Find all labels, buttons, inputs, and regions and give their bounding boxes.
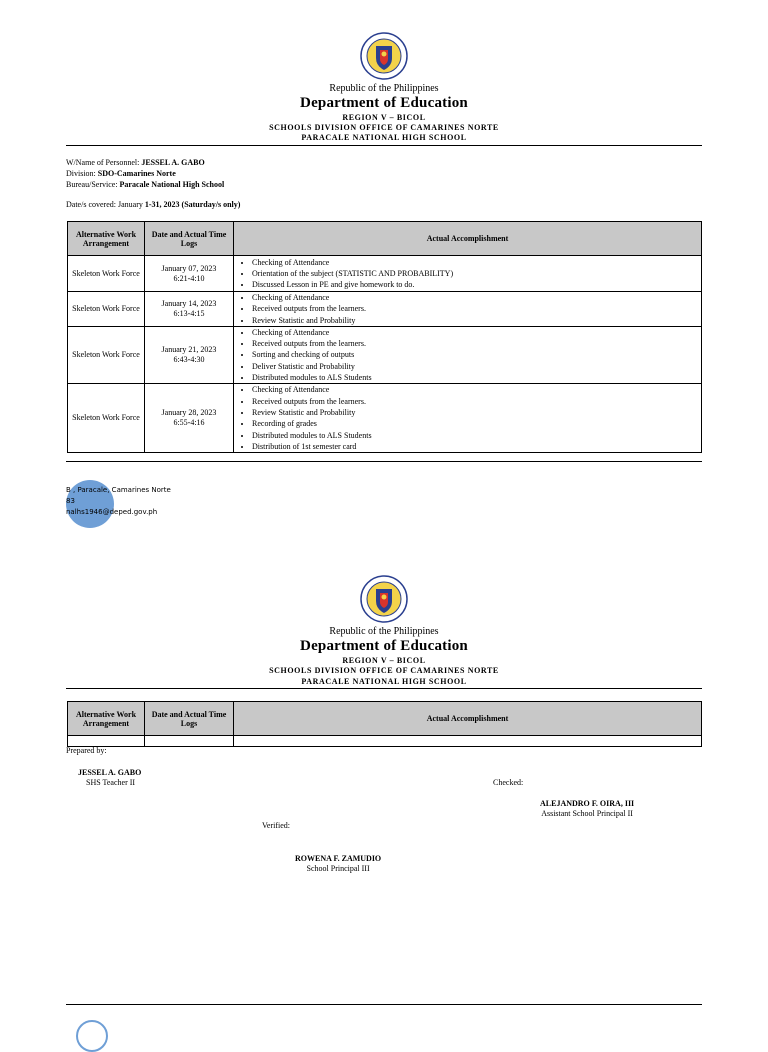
department-title: Department of Education bbox=[300, 95, 468, 111]
table-row bbox=[68, 736, 702, 747]
list-item: • Deliver Statistic and Probability bbox=[252, 361, 697, 372]
date-cell bbox=[145, 326, 234, 383]
dates-label: Date/s covered: January bbox=[66, 200, 143, 209]
list-item: • Received outputs from the learners. bbox=[252, 303, 697, 314]
deped-seal-icon bbox=[360, 575, 408, 623]
table-row bbox=[68, 384, 702, 453]
republic-text: Republic of the Philippines bbox=[329, 626, 439, 637]
list-item: • Distribution of 1st semester card bbox=[252, 441, 697, 452]
accomplishment-table bbox=[67, 221, 702, 453]
prepared-title: SHS Teacher II bbox=[86, 778, 136, 787]
list-item: • Received outputs from the learners. bbox=[252, 338, 697, 349]
list-item: • Received outputs from the learners. bbox=[252, 396, 697, 407]
list-item: • Distributed modules to ALS Students bbox=[252, 430, 697, 441]
accomplishment-cell bbox=[234, 292, 702, 327]
list-item: • Checking of Attendance bbox=[252, 292, 697, 303]
personnel-info bbox=[66, 157, 224, 190]
header-arrangement: Alternative Work Arrangement bbox=[68, 222, 145, 256]
arrangement-cell: Skeleton Work Force bbox=[68, 326, 145, 383]
checked-block bbox=[540, 799, 634, 819]
time-text: 6:21-4:10 bbox=[173, 273, 205, 283]
date-cell bbox=[145, 384, 234, 453]
header-date: Date and Actual Time Logs bbox=[145, 222, 234, 256]
division-label: Division: bbox=[66, 169, 96, 178]
verified-block bbox=[295, 854, 381, 874]
arrangement-cell: Skeleton Work Force bbox=[68, 292, 145, 327]
header-rule bbox=[66, 688, 702, 689]
list-item: • Sorting and checking of outputs bbox=[252, 349, 697, 360]
date-text: January 14, 2023 bbox=[161, 298, 217, 308]
verified-name: ROWENA F. ZAMUDIO bbox=[295, 854, 382, 863]
table-row bbox=[68, 256, 702, 292]
empty-cell bbox=[234, 736, 702, 747]
list-item: • Checking of Attendance bbox=[252, 327, 697, 338]
header-arrangement: Alternative Work Arrangement bbox=[68, 702, 145, 736]
dates-value: 1-31, 2023 (Saturday/s only) bbox=[144, 200, 241, 209]
accomplishment-cell bbox=[234, 256, 702, 292]
list-item: • Checking of Attendance bbox=[252, 384, 697, 395]
list-item: • Distributed modules to ALS Students bbox=[252, 372, 697, 383]
name-label: W/Name of Personnel: bbox=[66, 158, 140, 167]
arrangement-cell: Skeleton Work Force bbox=[68, 384, 145, 453]
header-rule bbox=[66, 145, 702, 146]
list-item: • Orientation of the subject (STATISTIC AND PROBABILITY) bbox=[252, 268, 697, 279]
footer-address: B , Paracale, Camarines Norte bbox=[66, 486, 171, 494]
footer-rule bbox=[66, 461, 702, 462]
date-text: January 07, 2023 bbox=[161, 263, 217, 273]
accomplishment-cell bbox=[234, 326, 702, 383]
region-text: REGION V – BICOL bbox=[342, 113, 426, 122]
division-office-text: SCHOOLS DIVISION OFFICE OF CAMARINES NORTE bbox=[269, 666, 499, 675]
empty-cell bbox=[145, 736, 234, 747]
time-text: 6:43-4:30 bbox=[173, 355, 205, 365]
deped-seal-icon bbox=[360, 32, 408, 80]
checked-label: Checked: bbox=[493, 778, 524, 787]
empty-cell bbox=[68, 736, 145, 747]
verified-label: Verified: bbox=[262, 821, 290, 830]
footer-phone: 83 bbox=[66, 497, 75, 505]
table-row bbox=[68, 292, 702, 327]
header-accomplishment: Actual Accomplishment bbox=[234, 702, 702, 736]
division-value: SDO-Camarines Norte bbox=[97, 169, 176, 178]
prepared-block bbox=[78, 768, 141, 788]
table-header-row bbox=[68, 222, 702, 256]
checked-title: Assistant School Principal II bbox=[541, 809, 633, 818]
table-header-row bbox=[68, 702, 702, 736]
accomplishment-cell bbox=[234, 384, 702, 453]
checked-name: ALEJANDRO F. OIRA, III bbox=[540, 799, 635, 808]
footer-email: nalhs1946@deped.gov.ph bbox=[66, 508, 158, 516]
accomplishment-table-continued bbox=[67, 701, 702, 747]
prepared-name: JESSEL A. GABO bbox=[78, 768, 142, 777]
school-name-text: PARACALE NATIONAL HIGH SCHOOL bbox=[301, 133, 467, 142]
date-cell bbox=[145, 256, 234, 292]
page2-footer-rule bbox=[66, 1004, 702, 1005]
arrangement-cell: Skeleton Work Force bbox=[68, 256, 145, 292]
prepared-label: Prepared by: bbox=[66, 746, 107, 755]
header-date: Date and Actual Time Logs bbox=[145, 702, 234, 736]
time-text: 6:55-4:16 bbox=[173, 418, 205, 428]
region-text: REGION V – BICOL bbox=[342, 656, 426, 665]
date-cell bbox=[145, 292, 234, 327]
date-text: January 21, 2023 bbox=[161, 345, 217, 355]
header-accomplishment: Actual Accomplishment bbox=[234, 222, 702, 256]
date-text: January 28, 2023 bbox=[161, 408, 217, 418]
bureau-value: Paracale National High School bbox=[119, 180, 225, 189]
list-item: • Review Statistic and Probability bbox=[252, 315, 697, 326]
list-item: • Discussed Lesson in PE and give homework to do. bbox=[252, 279, 697, 290]
name-value: JESSEL A. GABO bbox=[141, 158, 205, 167]
list-item: • Review Statistic and Probability bbox=[252, 407, 697, 418]
verified-title: School Principal III bbox=[306, 864, 370, 873]
republic-text: Republic of the Philippines bbox=[329, 83, 439, 94]
time-text: 6:13-4:15 bbox=[173, 308, 205, 318]
list-item: • Checking of Attendance bbox=[252, 257, 697, 268]
department-title: Department of Education bbox=[300, 638, 468, 654]
bureau-label: Bureau/Service: bbox=[66, 180, 118, 189]
division-office-text: SCHOOLS DIVISION OFFICE OF CAMARINES NORTE bbox=[269, 123, 499, 132]
chat-bubble-icon[interactable] bbox=[76, 1020, 108, 1052]
school-name-text: PARACALE NATIONAL HIGH SCHOOL bbox=[301, 677, 467, 686]
list-item: • Recording of grades bbox=[252, 418, 697, 429]
dates-covered bbox=[66, 199, 240, 210]
table-row bbox=[68, 326, 702, 383]
